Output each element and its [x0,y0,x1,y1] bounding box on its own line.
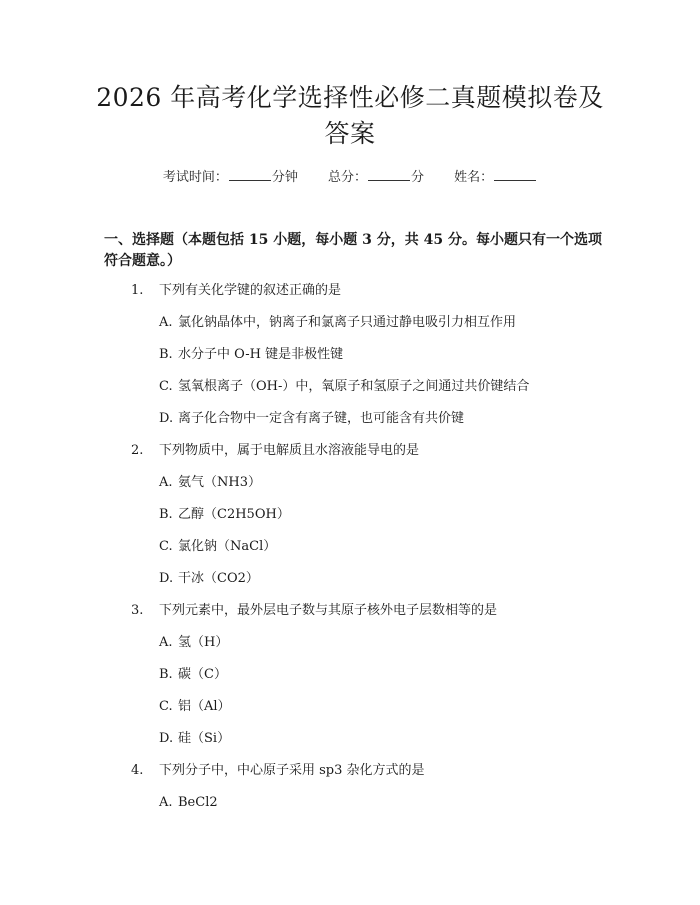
option-text: 氢（H） [178,635,229,650]
question-text: 下列分子中，中心原子采用 sp3 杂化方式的是 [159,763,425,778]
option-label: A. [159,635,173,650]
exam-title [60,80,640,152]
student-name-blank [494,168,536,181]
option-text: 干冰（CO2） [178,571,259,586]
option-label: A. [159,315,173,330]
question-text: 下列有关化学键的叙述正确的是 [159,283,342,298]
option-text: 氯化钠（NaCl） [178,539,277,554]
total-score-unit: 分 [411,170,425,185]
exam-time-blank [229,168,271,181]
option-text: 碳（C） [178,667,227,682]
option-label: D. [159,571,174,586]
exam-info-line [0,168,700,187]
option-text: 水分子中 O-H 键是非极性键 [178,347,344,362]
student-name-field [454,170,537,185]
option-label: A. [159,475,173,490]
exam-title-line1: 2026 年高考化学选择性必修二真题模拟卷及 [96,83,604,112]
option-text: 铝（Al） [178,699,231,714]
option-label: A. [159,795,173,810]
exam-time-unit: 分钟 [271,170,298,185]
option-text: 氨气（NH3） [178,475,261,490]
option-text: 氢氧根离子（OH-）中，氧原子和氢原子之间通过共价键结合 [178,379,530,394]
total-score-field [328,170,428,185]
question-text: 下列元素中，最外层电子数与其原子核外电子层数相等的是 [159,603,498,618]
question-text: 下列物质中，属于电解质且水溶液能导电的是 [159,443,420,458]
option-text: 硅（Si） [178,731,231,746]
question-number: 3. [131,603,144,618]
option-label: C. [159,539,173,554]
question-number: 1. [131,283,144,298]
option-label: B. [159,507,173,522]
question-number: 4. [131,763,144,778]
option-text: BeCl2 [178,795,218,810]
option-label: B. [159,347,173,362]
exam-title-line2: 答案 [324,119,376,148]
option-label: D. [159,411,174,426]
question-number: 2. [131,443,144,458]
student-name-label: 姓名： [454,170,494,185]
total-score-label: 总分： [327,170,367,185]
exam-time-label: 考试时间： [162,170,228,185]
exam-time-field [163,170,302,185]
section-heading: 一、选择题（本题包括 15 小题，每小题 3 分，共 45 分。每小题只有一个选项符合题意。） [104,232,602,269]
option-label: C. [159,379,173,394]
option-text: 乙醇（C2H5OH） [178,507,290,522]
total-score-blank [368,168,410,181]
option-text: 氯化钠晶体中，钠离子和氯离子只通过静电吸引力相互作用 [178,315,517,330]
option-label: D. [159,731,174,746]
option-text: 离子化合物中一定含有离子键，也可能含有共价键 [178,411,465,426]
option-label: B. [159,667,173,682]
option-label: C. [159,699,173,714]
